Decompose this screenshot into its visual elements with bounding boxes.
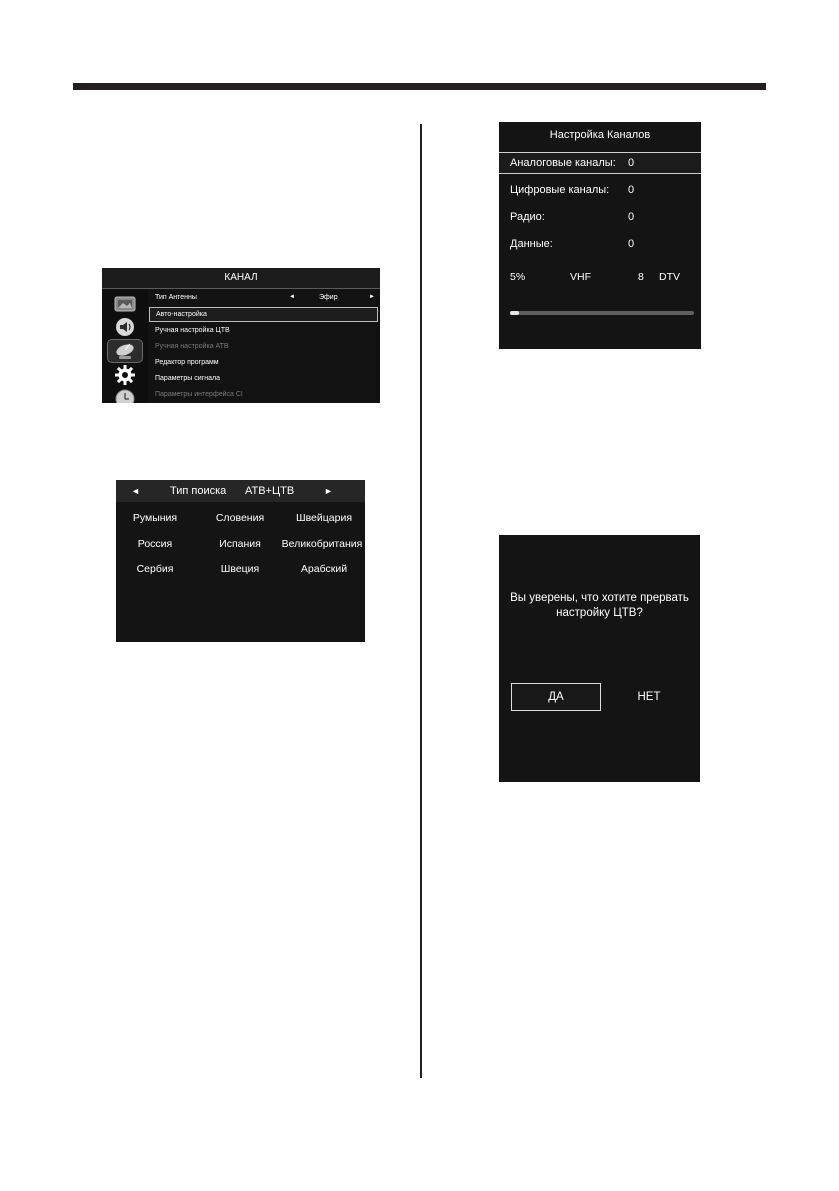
data-row — [499, 234, 701, 254]
radio-row — [499, 207, 701, 227]
country-option[interactable]: Арабский — [300, 563, 348, 575]
country-option[interactable]: Румыния — [132, 512, 178, 524]
menu-item-ci-interface[interactable]: Параметры интерфейса CI — [155, 391, 243, 398]
menu-item-manual-dtv[interactable]: Ручная настройка ЦТВ — [155, 327, 230, 334]
country-option[interactable]: Словения — [215, 512, 265, 524]
sound-icon[interactable] — [108, 316, 142, 338]
country-option[interactable]: Швейцария — [295, 512, 353, 524]
no-button[interactable]: НЕТ — [624, 683, 674, 711]
arrow-left-icon[interactable]: ◄ — [131, 486, 140, 496]
tuning-progress-bar — [510, 311, 694, 315]
radio-value: 0 — [628, 211, 635, 223]
search-type-value: АТВ+ЦТВ — [245, 485, 295, 497]
data-value: 0 — [628, 238, 635, 250]
search-type-header[interactable] — [116, 480, 365, 502]
search-type-label: Тип поиска — [170, 485, 227, 497]
country-option[interactable]: Сербия — [136, 563, 174, 575]
menu-item-manual-atv[interactable]: Ручная настройка АТВ — [155, 343, 229, 350]
antenna-type-row[interactable] — [149, 290, 378, 305]
progress-percent: 5% — [510, 271, 526, 283]
digital-channels-row — [499, 180, 701, 200]
arrow-right-icon[interactable]: ► — [369, 294, 375, 300]
radio-label: Радио: — [510, 211, 545, 223]
analog-channels-value: 0 — [628, 157, 635, 169]
confirm-dialog-screen — [499, 535, 700, 782]
analog-channels-label: Аналоговые каналы: — [510, 157, 616, 169]
channel-menu-screen — [102, 268, 380, 403]
tuning-title: Настройка Каналов — [549, 129, 651, 141]
gear-icon[interactable] — [108, 364, 142, 386]
confirm-message — [499, 591, 700, 621]
menu-item-signal-info[interactable]: Параметры сигнала — [155, 375, 220, 382]
picture-icon[interactable] — [108, 293, 142, 315]
antenna-type-label: Тип Антенны — [155, 294, 197, 301]
menu-item-program-editor[interactable]: Редактор программ — [155, 359, 219, 366]
search-type-screen — [116, 480, 365, 642]
menu-item-auto-tuning[interactable]: Авто-настройка — [149, 307, 378, 322]
confirm-message-line1: Вы уверены, что хотите прервать — [510, 592, 689, 604]
country-option[interactable]: Швеция — [220, 563, 260, 575]
country-option[interactable]: Великобритания — [281, 538, 363, 550]
arrow-left-icon[interactable]: ◄ — [289, 294, 295, 300]
arrow-right-icon[interactable]: ► — [324, 486, 333, 496]
menu-icon-column — [102, 289, 148, 403]
clock-icon[interactable] — [108, 387, 142, 403]
antenna-type-value: Эфир — [319, 294, 338, 301]
channel-tuning-screen — [499, 122, 701, 349]
confirm-message-line2: настройку ЦТВ? — [556, 607, 643, 619]
digital-channels-label: Цифровые каналы: — [510, 184, 610, 196]
country-option[interactable]: Испания — [219, 538, 261, 550]
digital-channels-value: 0 — [628, 184, 635, 196]
signal-mode: DTV — [659, 271, 680, 283]
yes-button[interactable]: ДА — [511, 683, 601, 711]
menu-title: КАНАЛ — [102, 268, 380, 289]
channel-number: 8 — [638, 271, 644, 283]
country-option[interactable]: Россия — [137, 538, 173, 550]
analog-channels-row — [499, 152, 701, 174]
data-label: Данные: — [510, 238, 553, 250]
channel-satellite-icon[interactable] — [108, 340, 142, 362]
header-rule — [73, 83, 766, 90]
column-divider — [420, 124, 422, 1078]
band-label: VHF — [570, 271, 591, 283]
tuning-progress-fill — [510, 311, 519, 315]
